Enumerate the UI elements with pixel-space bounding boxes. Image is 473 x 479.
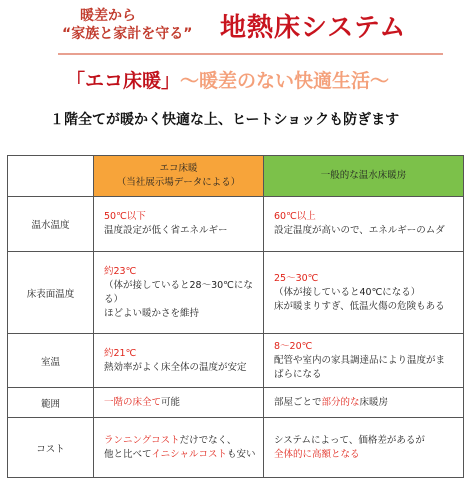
eco-cell [94, 197, 264, 252]
column-header-eco-name: エコ床暖 [159, 163, 198, 174]
cell-text: 他と比べて [104, 448, 152, 460]
table-row [8, 252, 464, 334]
general-cell [264, 334, 464, 388]
cell-value: 約21℃ [104, 347, 137, 359]
comparison-table [7, 155, 464, 478]
column-header-general-name: 一般的な温水床暖房 [320, 170, 407, 181]
cell-text: （体が接していると40℃になる） [274, 286, 421, 298]
cell-text: ばらになる [274, 368, 322, 380]
header [10, 0, 463, 58]
row-label: 温水温度 [8, 197, 94, 252]
column-header-general [264, 156, 464, 197]
row-label: 範囲 [8, 388, 94, 418]
row-label: 床表面温度 [8, 252, 94, 334]
table-corner-cell [8, 156, 94, 197]
subtitle-line-1: 暖差から [80, 8, 136, 24]
general-cell [264, 197, 464, 252]
column-header-eco [94, 156, 264, 197]
cell-text: 床暖房 [359, 396, 389, 408]
table-header-row [8, 156, 464, 197]
catchphrase [66, 66, 446, 96]
table-row [8, 334, 464, 388]
cell-text: （体が接していると28～30℃になる） [104, 279, 253, 305]
cell-text: 温度設定が低く省エネルギー [104, 225, 228, 236]
cell-highlight: 全体的に高額となる [274, 448, 360, 460]
eco-cell [94, 418, 264, 478]
cell-highlight: 部分的な [321, 396, 360, 408]
column-header-eco-note: （当社展示場データによる） [116, 177, 241, 188]
page-title: 地熱床システム [220, 13, 407, 43]
cell-highlight: イニシャルコスト [151, 448, 227, 460]
cell-text: ほどよい暖かさを維持 [104, 307, 200, 319]
cell-value: 8～20℃ [274, 340, 313, 352]
cell-text: だけでなく、 [179, 434, 237, 446]
cell-value: 約23℃ [104, 265, 137, 277]
eco-cell [94, 334, 264, 388]
cell-text: も安い [226, 448, 256, 460]
general-cell [264, 418, 464, 478]
cell-text: 部屋ごとで [274, 396, 322, 408]
cell-text: 可能 [161, 396, 181, 408]
brand-name: 「エコ床暖」 [66, 70, 181, 92]
cell-highlight: 一階の床全て [104, 396, 162, 408]
description: １階全てが暖かく快適な上、ヒートショックも防ぎます [50, 112, 400, 128]
subtitle-line-2: “家族と家計を守る” [62, 26, 193, 42]
cell-text: システムによって、価格差があるが [274, 434, 425, 446]
general-cell [264, 252, 464, 334]
row-label: コスト [8, 418, 94, 478]
cell-text: 配管や室内の家具調達品により温度がま [274, 354, 446, 366]
cell-value: 60℃以上 [274, 211, 316, 222]
table-row [8, 388, 464, 418]
title-underline [58, 53, 443, 55]
eco-cell [94, 388, 264, 418]
cell-value: 50℃以下 [104, 211, 146, 222]
row-label: 室温 [8, 334, 94, 388]
cell-text: 設定温度が高いので、エネルギーのムダ [274, 225, 445, 236]
table-row [8, 197, 464, 252]
eco-cell [94, 252, 264, 334]
table-row [8, 418, 464, 478]
cell-value: 25～30℃ [274, 272, 319, 284]
cell-text: 床が暖まりすぎ、低温火傷の危険もある [274, 300, 445, 312]
cell-highlight: ランニングコスト [104, 434, 180, 446]
general-cell [264, 388, 464, 418]
cell-text: 熱効率がよく床全体の温度が安定 [104, 361, 247, 373]
tagline: ～暖差のない快適生活～ [180, 70, 390, 92]
